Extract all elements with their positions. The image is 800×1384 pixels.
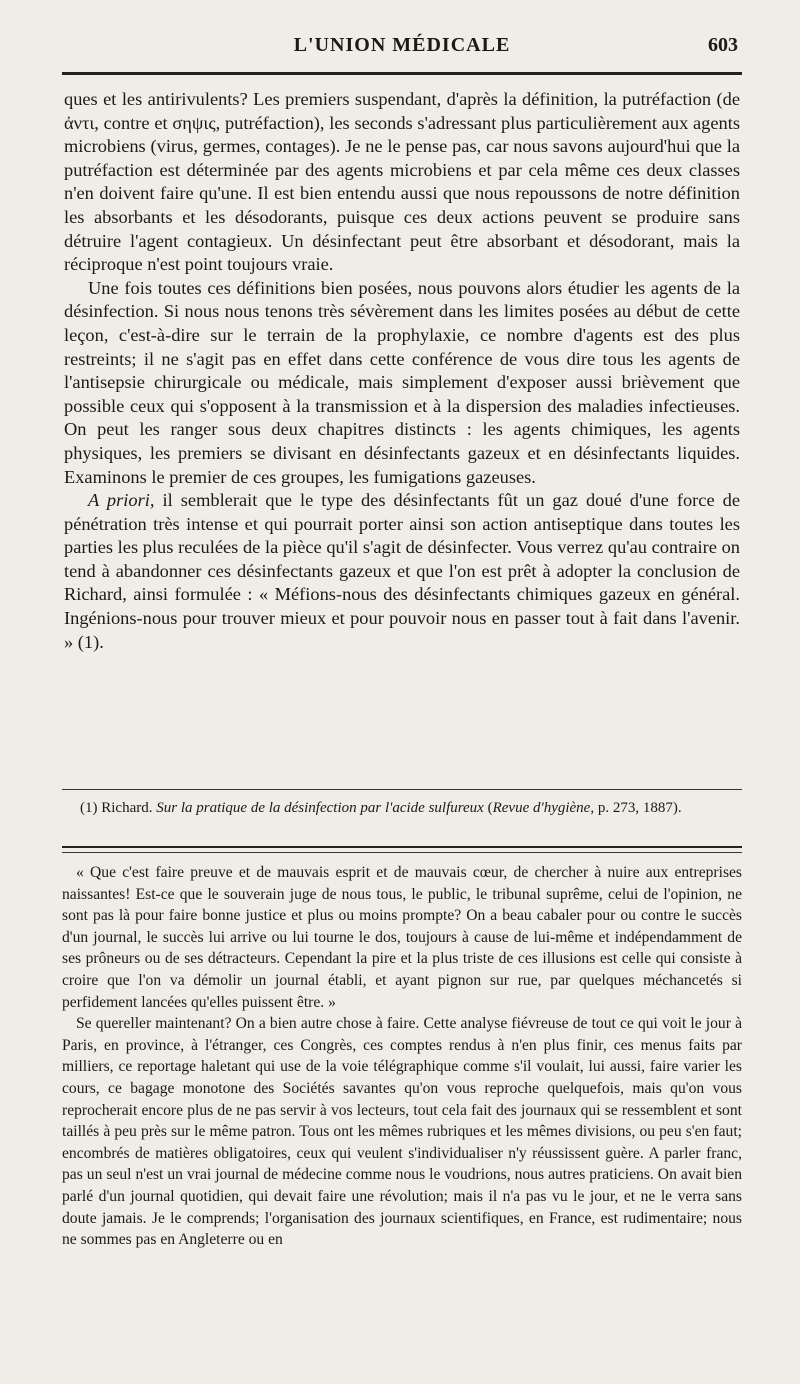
paragraph: ques et les antirivulents? Les premiers suspendant, d'après la définition, la putréfaction (de ἀντι, contre et σηψις, putréfaction), les seconds s'adressant plus particulièrement aux agents microbiens (virus, germes, contages). Je ne le pense pas, car nous savons aujourd'hui que la putréfaction est déterminée par des agents microbiens et par cela même ces deux classes n'en doivent faire qu'une. Il est bien entendu aussi que nous repoussons de notre définition les absorbants et les désodorants, puisque ces deux actions peuvent se produire sans détruire l'agent contagieux. Un désinfectant peut être absorbant et désodorant, mais la réciproque n'est point toujours vraie.	[64, 89, 740, 275]
feuilleton-column	[62, 862, 742, 1251]
footnote-suffix: p. 273, 1887).	[594, 800, 682, 816]
footnote	[64, 798, 740, 818]
italic-phrase: A priori,	[88, 490, 155, 511]
main-article	[64, 88, 740, 654]
paragraph: « Que c'est faire preuve et de mauvais esprit et de mauvais cœur, de chercher à nuire aux entreprises naissantes! Est-ce que le souverain juge de nous tous, le public, le tribunal suprême, celui de l'opinion, ne sont pas là pour faire bonne justice et plus ou moins prompte? On a beau cabaler pour ou contre le succès d'un journal, le succès lui arrive ou lui tourne le dos, toujours à cause de lui-même et indépendamment de ses prôneurs ou de ses détracteurs. Cependant la pire et la plus triste de ces illusions est celle qui consiste à croire que l'on va démolir un journal établi, et ayant pignon sur rue, par quelques méchancetés si perfidement lancées qu'elles puissent être. »	[62, 864, 742, 1011]
footnote-title: Sur la pratique de la désinfection par l'acide sulfureux	[156, 800, 484, 816]
paragraph	[64, 489, 740, 654]
paragraph-text: il semblerait que le type des désinfectants fût un gaz doué d'une force de pénétration très intense et qui pourrait porter ainsi son action antiseptique dans toutes les parties les plus reculées de la pièce qu'il s'agit de désinfecter. Vous verrez qu'au contraire on tend à abandonner ces désinfectants gazeux et que l'on est prêt à adopter la conclusion de Richard, ainsi formulée : « Méfions-nous des désinfectants chimiques gazeux en général. Ingénions-nous pour trouver mieux et pour pouvoir nous en passer tout à fait dans l'avenir. » (1).	[64, 490, 741, 652]
footnote-journal: Revue d'hygiène	[492, 800, 591, 816]
journal-title: L'UNION MÉDICALE	[293, 34, 511, 56]
feuilleton-rule-top	[62, 846, 742, 848]
footnote-prefix: (1) Richard.	[80, 800, 157, 816]
footnote-punct: ,	[590, 800, 595, 816]
footnote-rule	[62, 789, 742, 790]
page-number: 603	[708, 34, 738, 56]
feuilleton-rule-bottom	[62, 852, 742, 853]
running-header	[62, 30, 742, 64]
header-rule	[62, 72, 742, 75]
paragraph: Se quereller maintenant? On a bien autre chose à faire. Cette analyse fiévreuse de tout ce qui voit le jour à Paris, en province, à l'étranger, ces Congrès, ces comptes rendus à n'en plus finir, ces menus faits par milliers, ce reportage haletant qui use de la voie télégraphique comme s'il voulait, lui aussi, faire varier les cours, ce bagage monotone des Sociétés savantes qu'on vous reproche quelquefois, mais qu'on vous reprocherait encore plus de ne pas servir à vos lecteurs, tout cela fait des journaux qui se ressemblent et sont taillés à peu près sur le même patron. Tous ont les mêmes rubriques et les mêmes divisions, ou peu s'en faut; encombrés de matières obligatoires, ceux qui veulent s'individualiser n'y réussissent guère. A parler franc, pas un seul n'est un vrai journal de médecine comme nous le voudrions, nous autres praticiens. On avait bien parlé d'un journal quotidien, qui devait faire une révolution; mais il n'a pas vu le jour, et ne le verra sans doute jamais. Je le comprends; l'organisation des journaux scientifiques, en France, est rudimentaire; nous ne sommes pas en Angleterre ou en	[62, 1015, 742, 1249]
footnote-punct: (	[483, 800, 493, 816]
paragraph: Une fois toutes ces définitions bien posées, nous pouvons alors étudier les agents de la désinfection. Si nous nous tenons très sévèrement dans les limites posées au début de cette leçon, c'est-à-dire sur le terrain de la prophylaxie, ce nombre d'agents est des plus restreints; il ne s'agit pas en effet dans cette conférence de vous dire tous les agents de l'antisepsie chirurgicale ou médicale, mais simplement d'exposer aussi brièvement que possible ceux qui s'opposent à la transmission et à la dispersion des maladies infectieuses. On peut les ranger sous deux chapitres distincts : les agents chimiques, les agents physiques, les premiers se divisant en désinfectants gazeux et en désinfectants liquides. Examinons le premier de ces groupes, les fumigations gazeuses.	[64, 277, 740, 487]
